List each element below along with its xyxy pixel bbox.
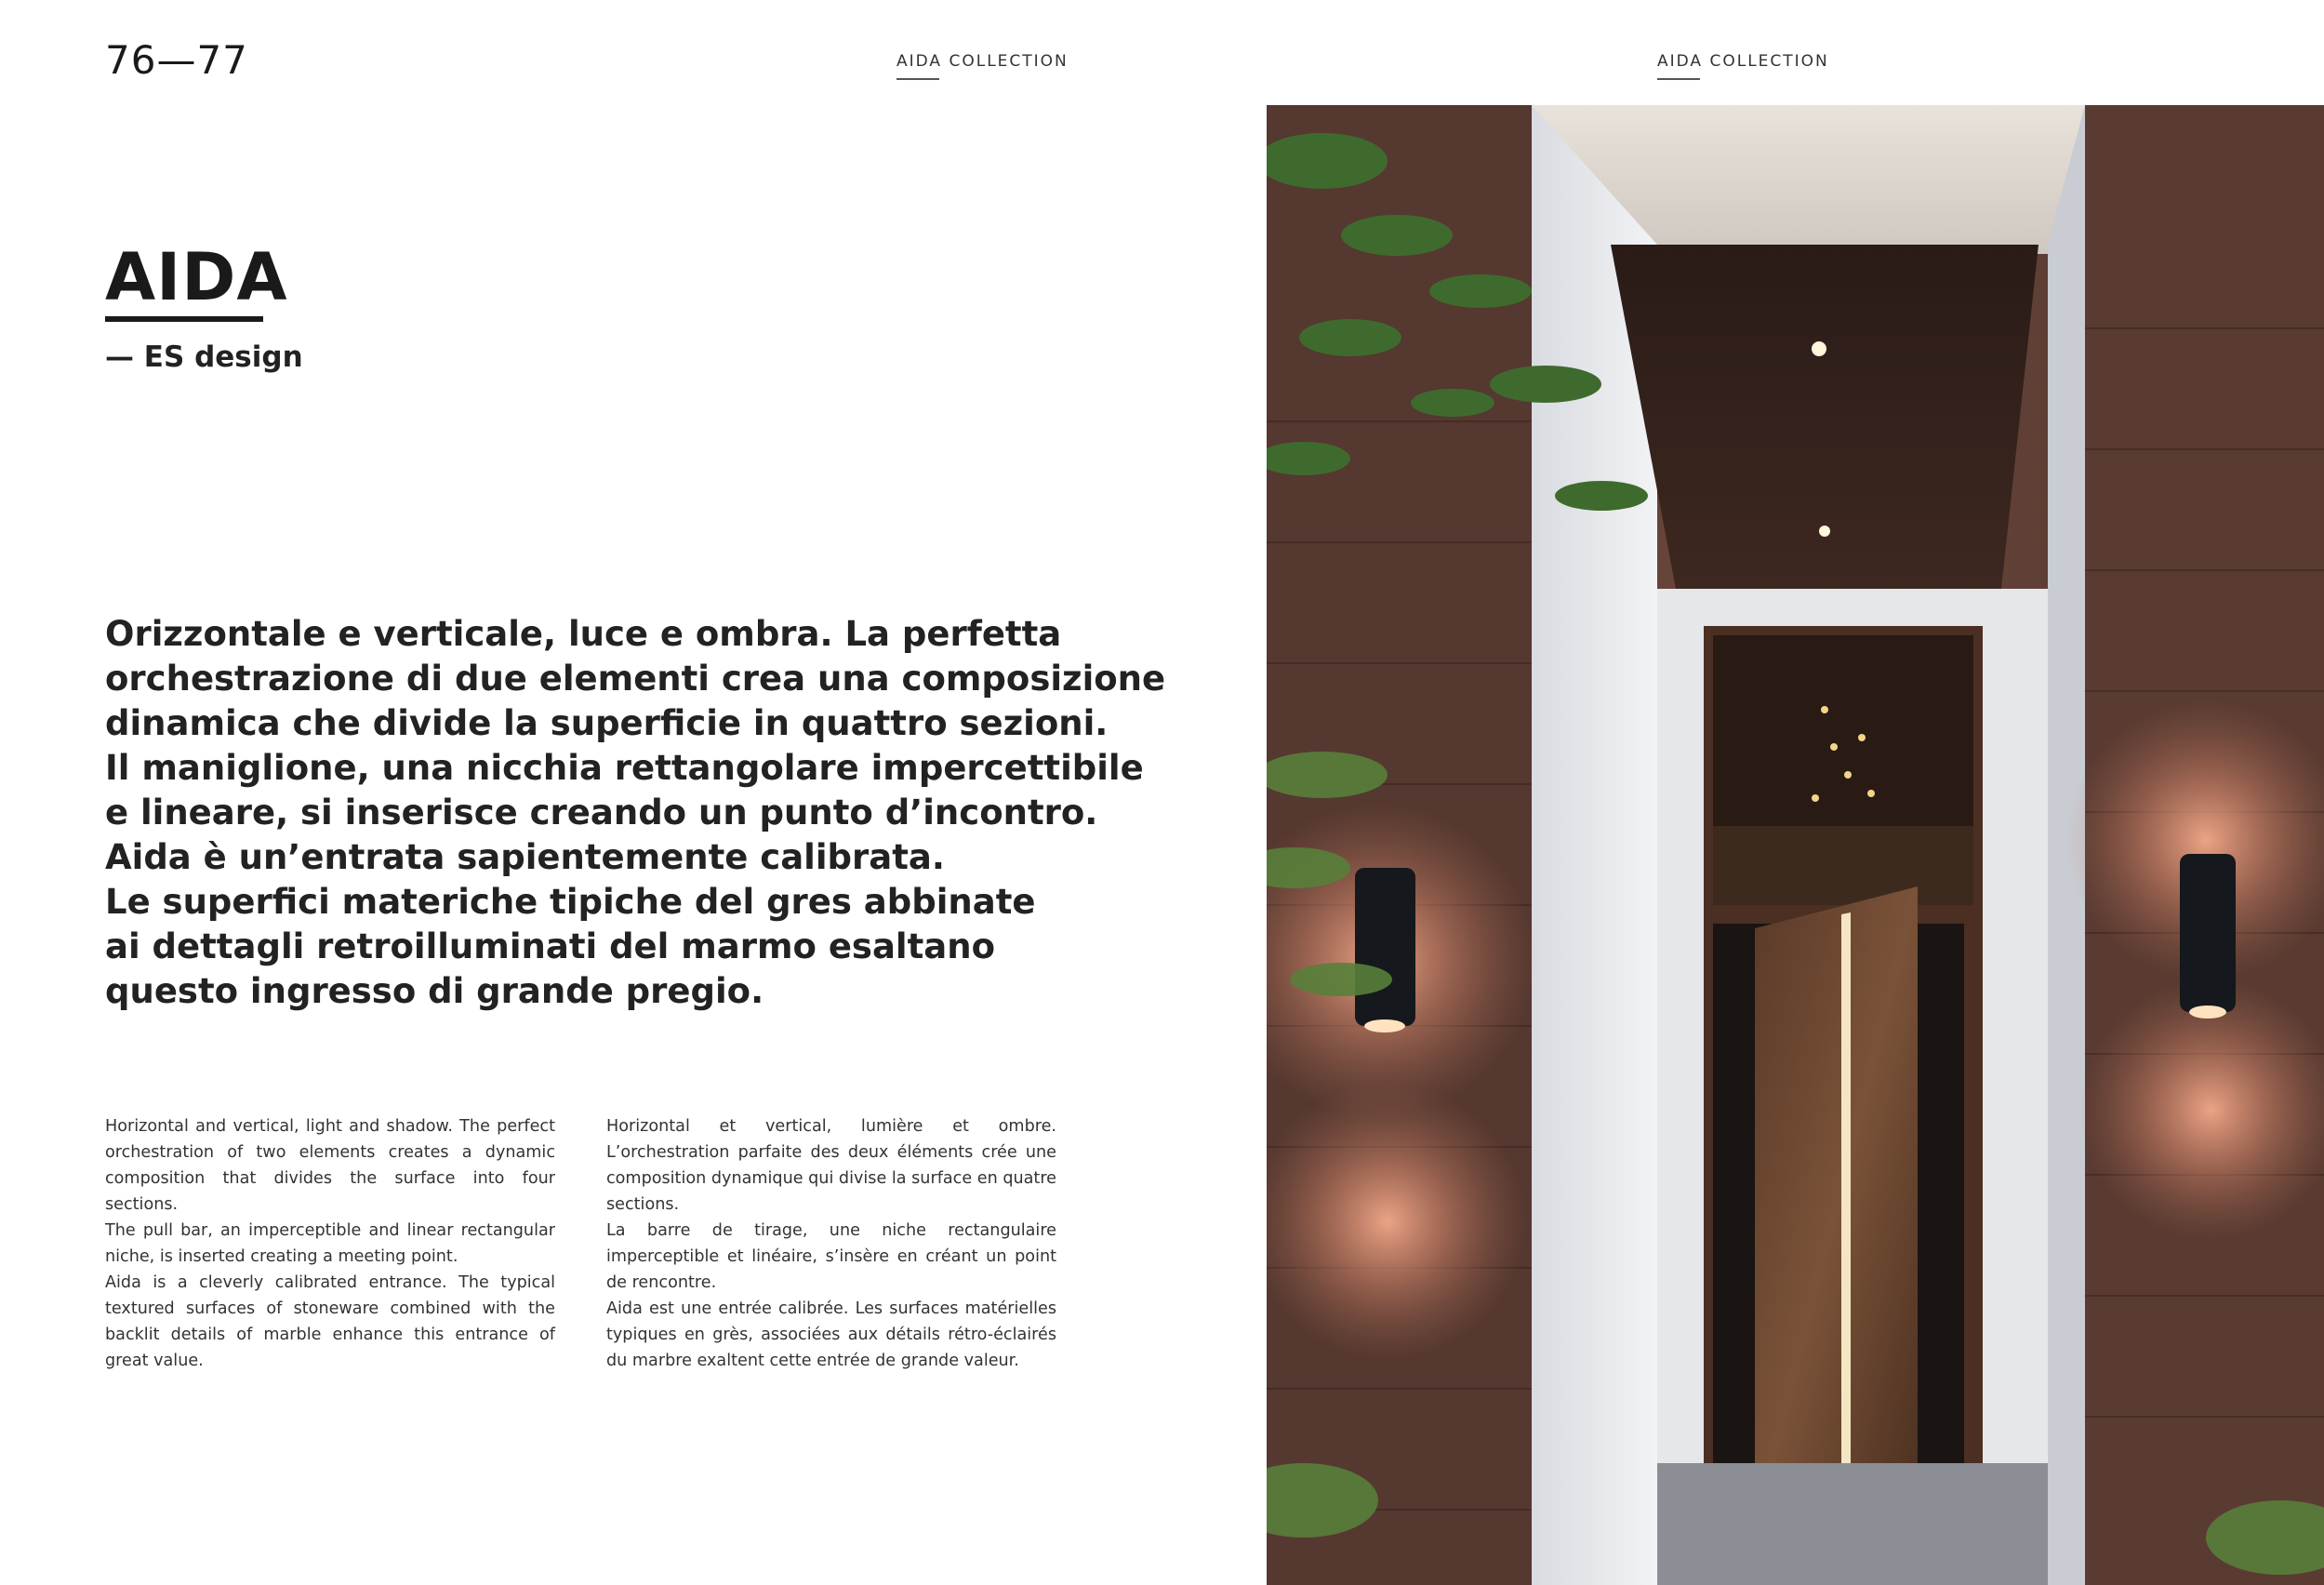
page-number: 76—77: [105, 37, 248, 83]
lead-line: Le superfici materiche tipiche del gres abbinate: [105, 882, 1036, 922]
body-paragraph: Horizontal et vertical, lumière et ombre. L’orchestration parfaite des deux éléments crée une composition dynamique qui divise la surface en quatre sections.: [606, 1117, 1056, 1214]
lead-line: Il maniglione, una nicchia rettangolare impercettibile: [105, 748, 1144, 788]
body-paragraph: Horizontal and vertical, light and shadow. The perfect orchestration of two elements creates a dynamic composition that divides the surface into four sections.: [105, 1117, 555, 1214]
running-head-left: AIDA COLLECTION: [896, 52, 1069, 71]
lead-line: dinamica che divide la superficie in quattro sezioni.: [105, 703, 1109, 743]
body-text-french: [606, 1113, 1056, 1374]
body-paragraph: La barre de tirage, une niche rectangulaire imperceptible et linéaire, s’insère en créant un point de rencontre.: [606, 1221, 1056, 1292]
entrance-door-photo: [1267, 105, 2324, 1585]
lead-line: orchestrazione di due elementi crea una composizione: [105, 659, 1166, 699]
body-paragraph: Aida est une entrée calibrée. Les surfaces matérielles typiques en grès, associées aux détails rétro-éclairés du marbre exaltent cette entrée de grande valeur.: [606, 1299, 1056, 1370]
body-paragraph: The pull bar, an imperceptible and linear rectangular niche, is inserted creating a meeting point.: [105, 1221, 555, 1266]
body-text-english: [105, 1113, 555, 1374]
lead-line: ai dettagli retroilluminati del marmo esaltano: [105, 926, 996, 966]
title-underline: [105, 316, 263, 322]
lead-line: questo ingresso di grande pregio.: [105, 971, 764, 1011]
lead-line: Aida è un’entrata sapientemente calibrata.: [105, 837, 945, 877]
designer-subtitle: — ES design: [105, 340, 303, 374]
lead-line: e lineare, si inserisce creando un punto d’incontro.: [105, 792, 1098, 832]
lead-paragraph-italian: [105, 612, 1166, 1014]
product-title: AIDA: [105, 239, 288, 315]
running-head-right: AIDA COLLECTION: [1657, 52, 1829, 71]
body-paragraph: Aida is a cleverly calibrated entrance. The typical textured surfaces of stoneware combined with the backlit details of marble enhance this entrance of great value.: [105, 1273, 555, 1370]
lead-line: Orizzontale e verticale, luce e ombra. La perfetta: [105, 614, 1062, 654]
